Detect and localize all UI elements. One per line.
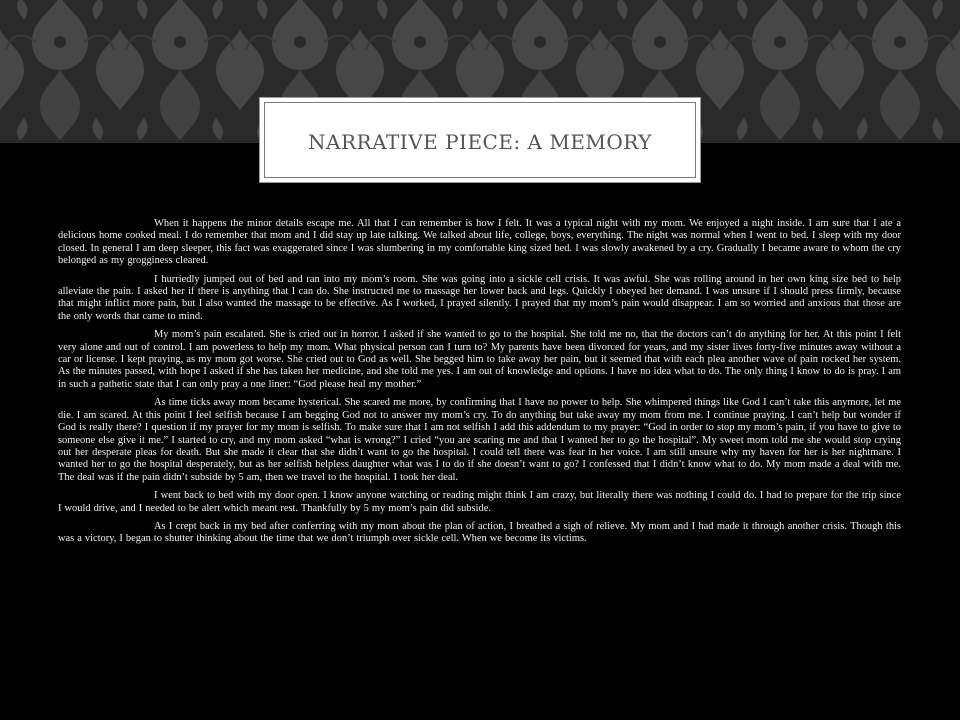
paragraph-4: As time ticks away mom became hysterical. She scared me more, by confirming that I have no power to help. She whimpered things like God I can’t take this anymore, let me die. I am scared. At this point I feel selfish because I am begging God not to answer my mom’s cry. To do anything but take away my mom from me. I continue praying. I can’t help but wonder if God is really there? I question if my prayer for my mom is selfish. To make sure that I am not selfish I add this addendum to my prayer: “God in order to stop my mom’s pain, if you have to give to someone else give it me.” I started to cry, and my mom asked “what is wrong?” I cried “you are scaring me and that I wanted her to go the hospital”. My sweet mom told me she would stop crying out her desperate pleas for death. But she made it clear that she didn’t want to go the hospital. I could tell there was fear in her voice. I am still unsure why my haven for her is her nightmare. I wanted her to go the hospital desperately, but as her selfish helpless daughter what was I to do if she doesn’t want to go? I confessed that I didn’t know what to do. My mom made a deal with me. The deal was if the pain didn’t subside by 5 am, then we travel to the hospital. I took her deal. — [58, 397, 901, 483]
paragraph-2: I hurriedly jumped out of bed and ran into my mom’s room. She was going into a sickle cell crisis. It was awful. She was rolling around in her own king size bed to help alleviate the pain. I asked her if there is anything that I can do. She instructed me to massage her lower back and legs. Quickly I obeyed her demand. I was unsure if I should press firmly, because that might inflict more pain, but I also wanted the massage to be effective. As I worked, I prayed silently. I prayed that my mom’s pain would disappear. I am so worried and anxious that those are the only words that came to mind. — [58, 273, 901, 322]
slide-title: NARRATIVE PIECE: A MEMORY — [308, 130, 652, 154]
paragraph-5: I went back to bed with my door open. I know anyone watching or reading might think I am crazy, but literally there was nothing I could do. I had to prepare for the trip since I would drive, and I needed to be alert which meant rest. Thankfully by 5 my mom’s pain did subside. — [58, 490, 901, 514]
paragraph-6: As I crept back in my bed after conferring with my mom about the plan of action, I breathed a sigh of relieve. My mom and I had made it through another crisis. Though this was a victory, I began to shutter thinking about the time that we don’t triumph over sickle cell. When we become its victims. — [58, 520, 901, 545]
title-box — [260, 98, 700, 182]
narrative-body — [58, 218, 901, 552]
title-box-inner-border — [264, 102, 696, 178]
paragraph-3: My mom’s pain escalated. She is cried out in horror. I asked if she wanted to go to the hospital. She told me no, that the doctors can’t do anything for her. At this point I felt very alone and out of control. I am powerless to help my mom. What physical person can I turn to? My parents have been divorced for years, and my sister lives forty-five minutes away without a car or license. I kept praying, as my mom got worse. She cried out to God as well. She begged him to take away her pain, but it seemed that with each plea another wave of pain rocked her system. As the minutes passed, with hope I asked if she has taken her medicine, and she told me yes. I am out of knowledge and options. I have no idea what to do. The only thing I know to do is pray. I am in such a pathetic state that I can only pray a one liner: “God please heal my mother.” — [58, 329, 901, 390]
paragraph-1: When it happens the minor details escape me. All that I can remember is how I felt. It was a typical night with my mom. We enjoyed a night inside. I am sure that I ate a delicious home cooked meal. I do remember that mom and I did stay up late talking. We talked about life, college, boys, everything. The night was normal when I went to bed. I sleep with my door closed. In general I am deep sleeper, this fact was exaggerated since I was slumbering in my comfortable king sized bed. I was slowly awakened by a cry. Gradually I became aware to whom the cry belonged as my grogginess cleared. — [58, 218, 901, 267]
